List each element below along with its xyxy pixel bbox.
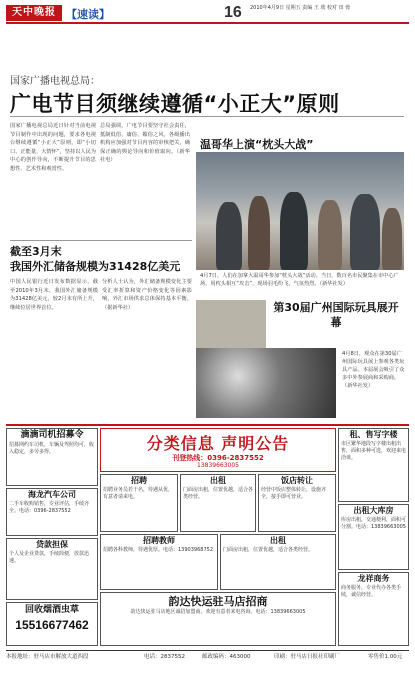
ad-body: 商务服务，专业代办各类手续，诚信经营。	[341, 584, 402, 598]
toy-fair-headline: 第30届广州国际玩具展开幕	[273, 301, 399, 329]
ad-body: 二手车收购销售，专业评估，手续齐全。电话：0396-2837552	[9, 500, 90, 514]
ad-title: 饭店转让	[281, 476, 313, 485]
story1-column-2: 总局强调，广电节目要坚守社会责任，抵制低俗、庸俗、媚俗之风，各级播出机构应加强对节目内容的审核把关，确保正确的舆论导向和价值取向。（新华社电）	[100, 123, 190, 164]
ad-title: 滴滴司机招募令	[20, 430, 84, 440]
classified-phone-2: 13839663005	[197, 462, 239, 469]
story1-headline: 广电节目须继续遵循“小正大”原则	[10, 92, 340, 116]
ad-title: 招聘教师	[143, 536, 175, 545]
story2-column-2: 分析人士认为，外汇储备规模变化主要受汇率折算和资产价格变化等因素影响，外汇市场供求总体保持基本平衡。（据新华社）	[102, 279, 192, 311]
ad-loan	[6, 538, 98, 600]
ad-body: 门面房出租，位置优越，适合各类经营。	[223, 546, 314, 553]
ad-recruit	[100, 474, 178, 532]
ads-divider	[6, 424, 409, 426]
section-title: 【速读】	[66, 8, 110, 21]
dateline: 2010年4月9日 星期五 责编 王 琰 校对 田 蓉	[250, 5, 351, 11]
ad-car-company	[6, 488, 98, 536]
ad-restaurant	[258, 474, 336, 532]
ad-body: 招募网约车司机，车辆及驾照均可，收入稳定，多劳多得。	[9, 441, 95, 456]
ad-warehouse	[338, 504, 409, 570]
ad-body: 经营中饭店整体转让，设施齐全，接手即可营业。	[261, 486, 327, 500]
classified-title: 分类信息 声明公告	[146, 434, 290, 453]
classified-phone-1: 刊登热线：0396-2837552	[172, 454, 264, 462]
footer	[6, 650, 409, 664]
ad-title: 出租	[210, 476, 226, 485]
ad-title: 租、售写字楼	[349, 430, 398, 439]
ad-office	[338, 428, 409, 502]
footer-address: 本报地址：驻马店市解放大道西段	[6, 654, 89, 660]
ad-title: 韵达快运驻马店招商	[168, 595, 268, 608]
ad-body: 韵达快运驻马店地区诚招加盟商，欢迎有意者来电咨询。电话：13839663005	[130, 609, 306, 616]
footer-price: 零售价1.00元	[368, 654, 403, 660]
ad-body: 门面房出租，位置优越，适合各类经营。	[183, 486, 254, 500]
ad-body: 招聘各科教师，待遇优厚。电话：13903968752	[103, 546, 213, 553]
page-number: 16	[224, 4, 242, 21]
footer-printer: 印刷：驻马店日报社印刷厂	[274, 654, 341, 660]
ad-title: 龙祥商务	[357, 574, 390, 583]
toy-fair-caption: 4月8日，观众在第30届广州国际玩具展上参观各类玩具产品。本届展会吸引了众多中外参展商和采购商。（新华社发）	[342, 351, 405, 389]
ad-body: 市区繁华地段写字楼出租出售，面积多种可选，欢迎来电洽谈。	[341, 440, 407, 462]
footer-phone: 电话：2837552	[144, 654, 185, 660]
classified-banner	[100, 428, 336, 472]
photo-title: 温哥华上演“枕头大战”	[200, 138, 314, 151]
divider	[10, 240, 192, 241]
story2-column-1: 中国人民银行近日发布数据显示，截至2010年3月末，我国外汇储备规模为31428亿美元，较2月末有所上升，继续位居世界首位。	[10, 279, 98, 311]
ad-rent-2	[220, 534, 336, 590]
ad-title: 海龙汽车公司	[28, 490, 76, 499]
ad-body: 库房出租，交通便利，面积可分割。电话：13839663005	[341, 516, 407, 530]
photo-caption: 4月7日，人们在加拿大温哥华参加“枕头大战”活动。当日，数百名市民聚集在市中心广场，用枕头相互“攻击”，现场羽毛纷飞，气氛热烈。（新华社发）	[200, 273, 399, 287]
ad-rent	[180, 474, 256, 532]
story1-column-1: 国家广播电视总局近日针对当前电视节目制作中出现的问题，要求各电视台继续遵循“小正大”原则，即“小切口、正能量、大情怀”，坚持以人民为中心的创作导向，不断提升节目的思想性、艺术性和观赏性。	[10, 123, 96, 172]
toy-fair-photo-2	[196, 348, 336, 418]
story2-headline-1: 截至3月末	[10, 245, 62, 258]
ad-title: 回收烟酒虫草	[24, 605, 79, 615]
story1-kicker: 国家广播电视总局：	[10, 76, 100, 87]
newspaper-logo: 天中晚报	[6, 5, 62, 21]
ad-body: 个人及企业贷款，手续简便，放款迅速。	[9, 550, 90, 564]
ad-body: 招聘业务员若干名，待遇从优，有意者请来电。	[103, 486, 174, 500]
ad-phone: 15516677462	[15, 617, 89, 632]
masthead	[6, 4, 409, 24]
ad-recycle	[6, 602, 98, 646]
ad-driver-recruit	[6, 428, 98, 486]
ad-title: 招聘	[131, 476, 147, 485]
ad-express	[100, 592, 336, 646]
story2-headline-2: 我国外汇储备规模为31428亿美元	[10, 260, 181, 273]
news-photo	[196, 152, 404, 270]
ad-title: 出租	[270, 536, 286, 545]
ad-title: 贷款担保	[36, 540, 68, 549]
toy-fair-photo	[196, 300, 266, 348]
footer-postcode: 邮政编码：463000	[202, 654, 251, 660]
ad-teacher	[100, 534, 218, 590]
ad-title: 出租大库房	[353, 506, 394, 515]
ad-business	[338, 572, 409, 646]
divider	[10, 116, 404, 117]
